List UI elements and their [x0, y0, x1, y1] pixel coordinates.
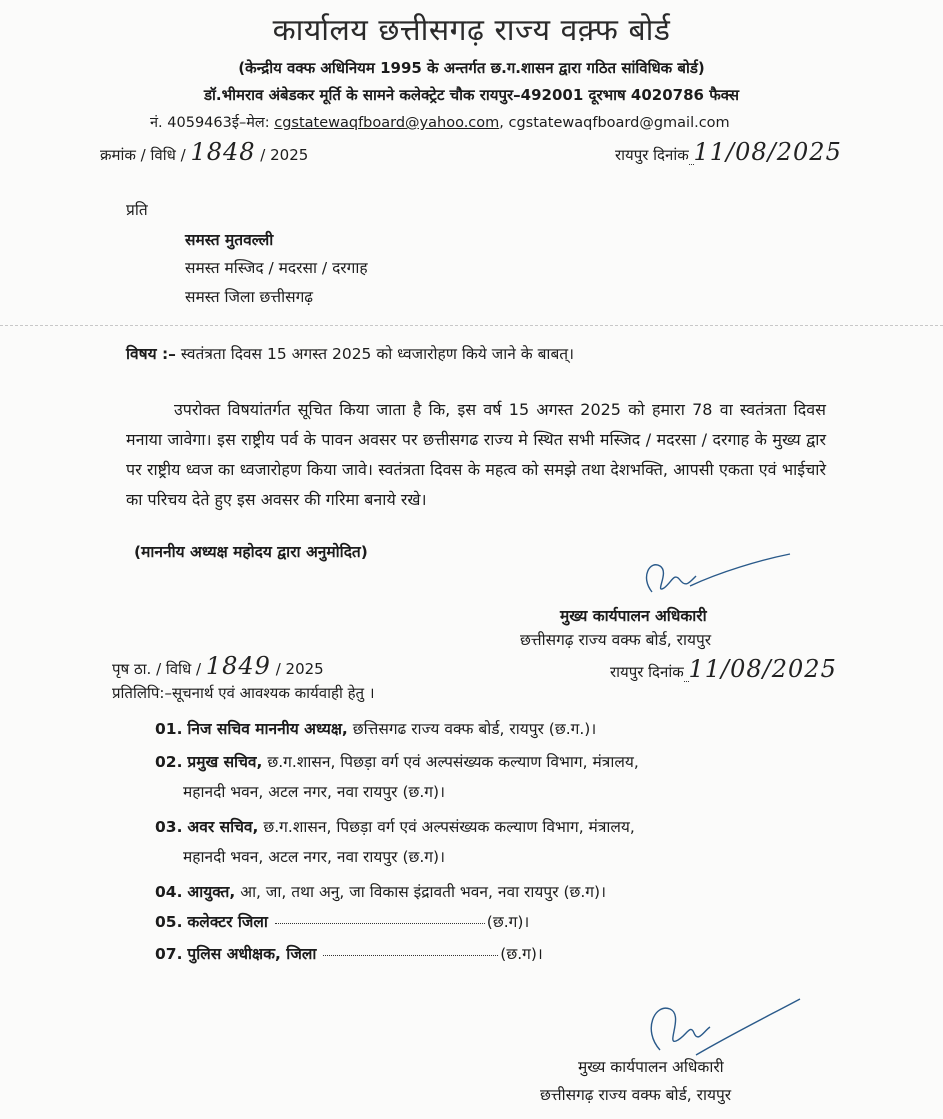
copy-list-item [155, 880, 606, 902]
body-text: उपरोक्त विषयांतर्गत सूचित किया जाता है कि, इस वर्ष 15 अगस्त 2025 को हमारा 78 वा स्वतंत्रता दिवस मनाया जावेगा। इस राष्ट्रीय पर्व के पावन अवसर पर छत्तीसगढ राज्य मे स्थित सभी मस्जिद / मदरसा / दरगाह के मुख्य द्वार पर राष्ट्रीय ध्वज का ध्वजारोहण किया जावे। स्वतंत्रता दिवस के महत्व को समझे तथा देशभक्ति, आपसी एकता एवं भाईचारे का परिचय देते हुए इस अवसर की गरिमा बनाये रखे। [126, 400, 826, 509]
item-detail: (छ.ग)। [486, 913, 530, 931]
recipient-line: समस्त जिला छत्तीसगढ़ [185, 288, 314, 306]
date-label: रायपुर दिनांक [615, 146, 689, 164]
email-link-gmail[interactable]: cgstatewaqfboard@gmail.com [508, 115, 730, 131]
signatory-organization-2: छत्तीसगढ़ राज्य वक्फ बोर्ड, रायपुर [540, 1086, 732, 1104]
letterhead-title: कार्यालय छत्तीसगढ़ राज्य वक़्फ बोर्ड [272, 13, 671, 48]
copy-list-item [155, 815, 635, 837]
recipient-prefix: प्रति [126, 201, 148, 219]
copy-list-item [155, 717, 596, 739]
email-separator: , [499, 115, 504, 131]
item-detail: छ.ग.शासन, पिछड़ा वर्ग एवं अल्पसंख्यक कल्याण विभाग, मंत्रालय, [263, 818, 635, 836]
item-detail: (छ.ग)। [500, 945, 543, 963]
copy-list-item-continuation: महानदी भवन, अटल नगर, नवा रायपुर (छ.ग)। [183, 848, 445, 866]
subject-text: स्वतंत्रता दिवस 15 अगस्त 2025 को ध्वजारोहण किये जाने के बाबत्। [180, 345, 575, 363]
copy-reference-number [112, 652, 324, 680]
item-number: 02. [155, 753, 183, 771]
item-number: 01. [155, 720, 183, 738]
copy-reference-label: पृष ठा. / विधि / [112, 660, 202, 678]
item-number: 04. [155, 883, 183, 901]
copy-intro: प्रतिलिपि:–सूचनार्थ एवं आवश्यक कार्यवाही हेतु । [112, 684, 375, 702]
blank-fill-line [275, 922, 485, 924]
body-paragraph [126, 395, 826, 515]
copy-reference-date [610, 655, 837, 683]
item-recipient: आयुक्त, [187, 883, 236, 901]
signatory-organization: छत्तीसगढ़ राज्य वक्फ बोर्ड, रायपुर [520, 631, 712, 649]
signatory-designation: मुख्य कार्यपालन अधिकारी [560, 607, 707, 625]
recipient-line: समस्त मुतवल्ली [185, 231, 274, 249]
subject-label: विषय :– [126, 345, 176, 363]
handwritten-copy-date: 11/08/2025 [688, 655, 837, 683]
signatory-designation-2: मुख्य कार्यपालन अधिकारी [578, 1058, 724, 1076]
reference-date [615, 138, 842, 166]
divider [0, 325, 943, 326]
fax-number: नं. 4059463ई–मेल: [150, 115, 270, 131]
signature-1 [630, 552, 800, 612]
letterhead-contact [150, 112, 730, 132]
item-recipient: प्रमुख सचिव, [187, 753, 263, 771]
blank-fill-line [323, 954, 498, 956]
copy-reference-year: / 2025 [275, 660, 324, 678]
item-number: 03. [155, 818, 183, 836]
item-detail: आ, जा, तथा अनु, जा विकास इंद्रावती भवन, नवा रायपुर (छ.ग)। [240, 883, 606, 901]
approval-note: (माननीय अध्यक्ष महोदय द्वारा अनुमोदित) [134, 543, 368, 561]
item-recipient: अवर सचिव, [187, 818, 259, 836]
copy-list-item [155, 910, 529, 932]
handwritten-copy-number: 1849 [205, 652, 271, 680]
item-number: 07. [155, 945, 183, 963]
reference-label: क्रमांक / विधि / [100, 146, 186, 164]
email-link-yahoo[interactable]: cgstatewaqfboard@yahoo.com [274, 115, 500, 131]
recipient-line: समस्त मस्जिद / मदरसा / दरगाह [185, 259, 368, 277]
item-recipient: पुलिस अधीक्षक, जिला [187, 945, 317, 963]
reference-year: / 2025 [260, 146, 309, 164]
handwritten-date: 11/08/2025 [693, 138, 842, 166]
copy-list-item-continuation: महानदी भवन, अटल नगर, नवा रायपुर (छ.ग)। [183, 783, 445, 801]
handwritten-reference-number: 1848 [190, 138, 256, 166]
item-detail: छत्तिसगढ राज्य वक्फ बोर्ड, रायपुर (छ.ग.)। [352, 720, 597, 738]
item-number: 05. [155, 913, 183, 931]
item-detail: छ.ग.शासन, पिछड़ा वर्ग एवं अल्पसंख्यक कल्याण विभाग, मंत्रालय, [267, 753, 639, 771]
copy-date-label: रायपुर दिनांक [610, 663, 684, 681]
letterhead-subtitle: (केन्द्रीय वक्फ अधिनियम 1995 के अन्तर्गत छ.ग.शासन द्वारा गठित सांविधिक बोर्ड) [238, 59, 705, 77]
item-recipient: निज सचिव माननीय अध्यक्ष, [187, 720, 348, 738]
item-recipient: कलेक्टर जिला [187, 913, 268, 931]
reference-number [100, 138, 308, 166]
subject-line [126, 342, 574, 364]
copy-list-item [155, 750, 639, 772]
letterhead-address: डॉ.भीमराव अंबेडकर मूर्ति के सामने कलेक्ट्रेट चौक रायपुर–492001 दूरभाष 4020786 फैक्स [203, 86, 739, 104]
copy-list-item [155, 942, 543, 964]
